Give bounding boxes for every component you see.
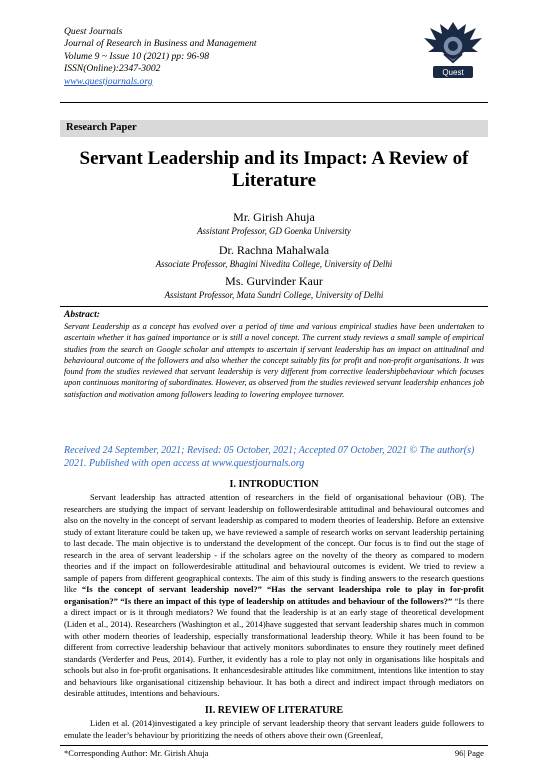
- journal-publisher: Quest Journals: [64, 26, 123, 37]
- introduction-text-1: Servant leadership has attracted attention of researchers in the field of organisational behaviour (OB). The researchers are studying the impact of servant leadership on followerdesirable attitudinal and behavioural outcomes and also on the novelty in the concept of servant leadership as compared to modern theories of leadership. Before an extensive study of extant literature could be taken up, we have reviewed a sample of research works on servant leadership pertaining to last decade. The main objective is to understand the development of the concept. Our focus is to find out the stage of research in the area of servant leadership - if the scholars agree on the novelty of the theory as compared to modern theories and if the impact on followerdesirable attitudinal and behavioural outcomes is evident. We tried to review a sample of papers from different geographical contexts. The aim of this study is finding answers to the research questions like: [64, 492, 484, 595]
- abstract-text: Servant Leadership as a concept has evolved over a period of time and various empirical studies have been undertaken to ascertain whether it has gained importance or is still a novel concept. The current study reviews a small sample of empirical studies from the search on Google scholar and attempts to ascertain if servant leadership has an impact on attitudinal and behavioural outcome of the followers and also whether the concept suitably fits for profit and non-profit organisations. It was found from the studies reviewed that servant leadership is very different from corrective leadershipbehaviour which focuses upon continuous monitoring of subordinates. However, as observed from the studies reviewed servant leadership enhances job satisfaction and motivation among followers leading to lowering employee turnover.: [64, 322, 484, 399]
- paper-title: Servant Leadership and its Impact: A Review of Literature: [79, 148, 469, 191]
- corresponding-author: *Corresponding Author: Mr. Girish Ahuja: [64, 748, 209, 758]
- journal-issue: Volume 9 ~ Issue 10 (2021) pp: 96-98: [64, 50, 210, 62]
- page-footer: [64, 748, 484, 758]
- page-number: 96| Page: [454, 748, 484, 758]
- author-name-1: Mr. Girish Ahuja: [233, 210, 315, 224]
- author-name-3: Ms. Gurvinder Kaur: [225, 274, 323, 288]
- author-affiliation-3: Assistant Professor, Mata Sundri College, University of Delhi: [164, 290, 384, 300]
- quest-logo: [418, 16, 488, 80]
- article-type-bar: [60, 120, 488, 137]
- footer-rule: [60, 745, 488, 746]
- section-heading-introduction: I. INTRODUCTION: [229, 479, 319, 490]
- article-type-label: Research Paper: [66, 122, 137, 133]
- author-affiliation-1: Assistant Professor, GD Goenka University: [197, 226, 351, 236]
- journal-masthead: [64, 26, 364, 88]
- journal-name: Journal of Research in Business and Management: [64, 38, 257, 50]
- review-paragraph: Liden et al. (2014)investigated a key principle of servant leadership theory that servant leaders guide followers to emulate the leader’s behaviour by prioritizing the needs of others above their own (Greenleaf,: [64, 718, 484, 740]
- journal-website-link[interactable]: www.questjournals.org: [64, 75, 153, 87]
- section-heading-review: II. REVIEW OF LITERATURE: [204, 705, 344, 716]
- header-rule: [60, 102, 488, 103]
- research-questions: “Is the concept of servant leadership novel?” “Has the servant leadershipa role to play in for-profit organisation?” “Is there an impact of this type of leadership on attitudes and behaviour of the followers?”: [64, 584, 484, 606]
- introduction-paragraph: [64, 492, 484, 700]
- introduction-text-2: “Is there a direct impact or is it through mediators? We found that the leadership is at an early stage of theoretical development (Liden et al., 2014). Researchers (Washington et al., 2014)have suggested that servant leadership shares much in common with other modern theories of leadership, especially transformational leadership theory. While it has been found to be different from corrective leadership behaviour that actively monitors subordinates to ensure they routinely meet defined standards (Verderfer and Peus, 2014). Further, it evidently has a role to play not only in organisations like hospitals and schools but also in for-profit organisations. It enhancesdesirable attitudes like commitment, intentions like intention to stay and behaviours like organisational citizenship behaviour. It has both a direct and indirect impact through mediators on desirable attitudes, intentions and behaviours.: [64, 595, 485, 699]
- author-affiliation-2: Associate Professor, Bhagini Nivedita College, University of Delhi: [155, 259, 393, 269]
- eagle-emblem-icon: [424, 22, 482, 62]
- journal-issn: ISSN(Online):2347-3002: [64, 63, 161, 75]
- abstract-rule: [60, 306, 488, 307]
- author-name-2: Dr. Rachna Mahalwala: [218, 243, 330, 257]
- abstract-heading: Abstract:: [64, 310, 100, 320]
- received-dates: Received 24 September, 2021; Revised: 05 October, 2021; Accepted 07 October, 2021 © The author(s) 2021. Published with open access at www.questjournals.org: [64, 445, 475, 469]
- logo-text: Quest: [442, 68, 464, 77]
